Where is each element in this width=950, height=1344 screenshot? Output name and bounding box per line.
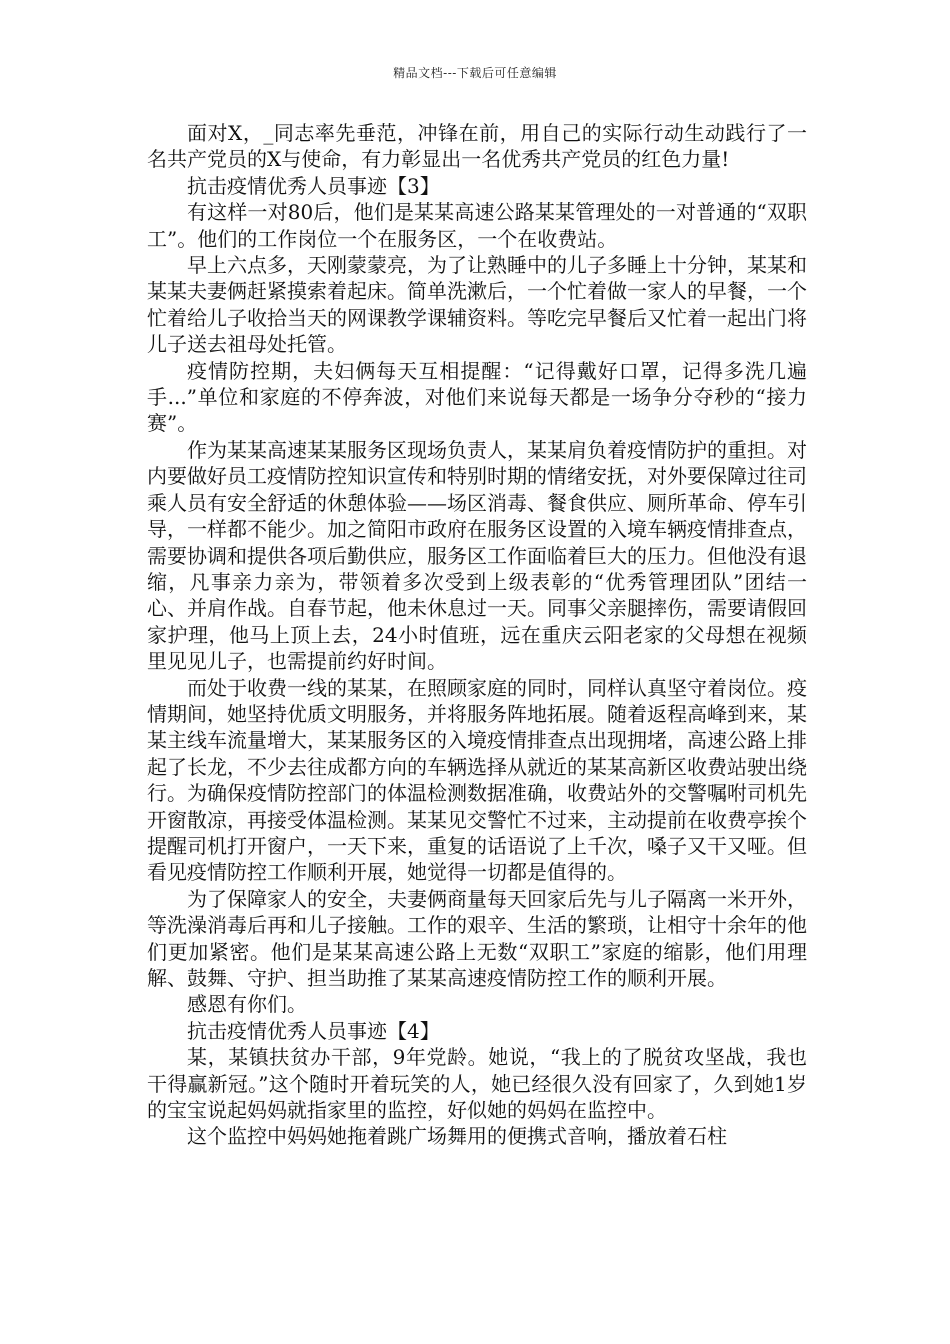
paragraph: 某，某镇扶贫办干部，9年党龄。她说，“我上的了脱贫攻坚战，我也干得赢新冠。”这个随时开着玩笑的人，她已经很久没有回家了，久到她1岁的宝宝说起妈妈就指家里的监控，好似她的妈妈在监控中。 [147, 1045, 807, 1123]
section-heading: 抗击疫情优秀人员事迹【4】 [187, 1018, 440, 1043]
document-body [147, 120, 807, 1150]
paragraph: 而处于收费一线的某某，在照顾家庭的同时，同样认真坚守着岗位。疫情期间，她坚持优质文明服务，并将服务阵地拓展。随着返程高峰到来，某某主线车流量增大，某某服务区的入境疫情排查点出现拥堵，高速公路上排起了长龙，不少去往成都方向的车辆选择从就近的某某高新区收费站驶出绕行。为确保疫情防控部门的体温检测数据准确，收费站外的交警嘱咐司机先开窗散凉，再接受体温检测。某某见交警忙不过来，主动提前在收费亭挨个提醒司机打开窗户，一天下来，重复的话语说了上千次，嗓子又干又哑。但看见疫情防控工作顺利开展，她觉得一切都是值得的。 [147, 675, 807, 885]
paragraph: 疫情防控期，夫妇俩每天互相提醒：“记得戴好口罩，记得多洗几遍手...”单位和家庭的不停奔波，对他们来说每天都是一场争分夺秒的“接力赛”。 [147, 358, 807, 436]
paragraph: 这个监控中妈妈她拖着跳广场舞用的便携式音响，播放着石柱 [187, 1124, 727, 1149]
paragraph: 有这样一对80后，他们是某某高速公路某某管理处的一对普通的“双职工”。他们的工作岗位一个在服务区，一个在收费站。 [147, 200, 807, 251]
paragraph: 早上六点多，天刚蒙蒙亮，为了让熟睡中的儿子多睡上十分钟，某某和某某夫妻俩赶紧摸索着起床。简单洗漱后，一个忙着做一家人的早餐，一个忙着给儿子收拾当天的网课教学课辅资料。等吃完早餐后又忙着一起出门将儿子送去祖母处托管。 [147, 253, 807, 357]
section-heading: 抗击疫情优秀人员事迹【3】 [187, 173, 440, 198]
paragraph: 为了保障家人的安全，夫妻俩商量每天回家后先与儿子隔离一米开外，等洗澡消毒后再和儿子接触。工作的艰辛、生活的繁琐，让相守十余年的他们更加紧密。他们是某某高速公路上无数“双职工”家庭的缩影，他们用理解、鼓舞、守护、担当助推了某某高速疫情防控工作的顺利开展。 [147, 886, 807, 990]
page-header: 精品文档---下载后可任意编辑 [393, 66, 557, 80]
paragraph: 感恩有你们。 [187, 992, 307, 1017]
paragraph: 作为某某高速某某服务区现场负责人，某某肩负着疫情防护的重担。对内要做好员工疫情防控知识宣传和特别时期的情绪安抚，对外要保障过往司乘人员有安全舒适的休憩体验——场区消毒、餐食供应、厕所革命、停车引导，一样都不能少。加之简阳市政府在服务区设置的入境车辆疫情排查点，需要协调和提供各项后勤供应，服务区工作面临着巨大的压力。但他没有退缩，凡事亲力亲为，带领着多次受到上级表彰的“优秀管理团队”团结一心、并肩作战。自春节起，他未休息过一天。同事父亲腿摔伤，需要请假回家护理，他马上顶上去，24小时值班，远在重庆云阳老家的父母想在视频里见见儿子，也需提前约好时间。 [147, 437, 807, 674]
paragraph: 面对X，_同志率先垂范，冲锋在前，用自己的实际行动生动践行了一名共产党员的X与使命，有力彰显出一名优秀共产党员的红色力量! [147, 121, 807, 172]
